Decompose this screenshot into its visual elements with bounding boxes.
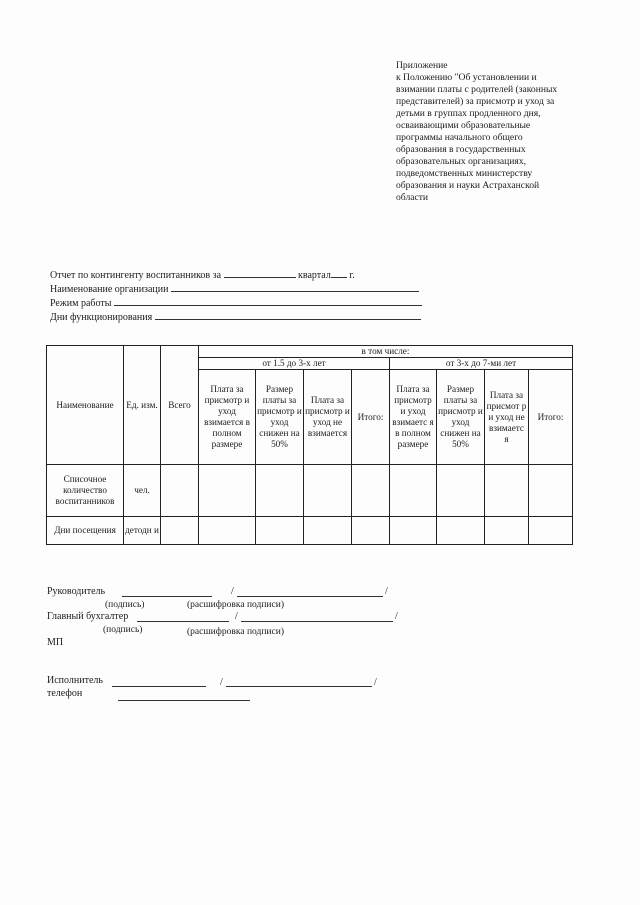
slash: / <box>385 586 388 597</box>
row-unit: чел. <box>124 465 161 517</box>
g2-total-header: Итого: <box>529 370 573 465</box>
accountant-decoding-line[interactable] <box>241 615 393 622</box>
slash: / <box>235 611 238 622</box>
col-header-name: Наименование <box>47 346 124 465</box>
days-blank <box>155 310 421 320</box>
mode-blank <box>114 296 422 306</box>
report-title: Отчет по контингенту воспитанников за <box>50 270 222 281</box>
accountant-label: Главный бухгалтер <box>47 611 129 622</box>
year-suffix: г. <box>349 270 355 281</box>
executor-decoding-line[interactable] <box>226 680 372 687</box>
col-header-total: Всего <box>161 346 199 465</box>
year-blank <box>331 268 347 278</box>
accountant-signature-line[interactable] <box>137 615 229 622</box>
g2-no-payment-header: Плата за присмот р и уход не взимаетс я <box>485 370 529 465</box>
g2-reduced-payment-header: Размер платы за присмотр и уход снижен на 50% <box>437 370 485 465</box>
appendix-line: образования и науки Астраханской <box>396 180 540 191</box>
empty-cell[interactable] <box>437 517 485 545</box>
empty-cell[interactable] <box>304 465 352 517</box>
appendix-note <box>396 60 596 204</box>
report-title-row <box>50 268 422 282</box>
g1-no-payment-header: Плата за присмотр и уход не взимается <box>304 370 352 465</box>
col-header-unit: Ед. изм. <box>124 346 161 465</box>
empty-cell[interactable] <box>529 465 573 517</box>
row-name: Списочное количество воспитанников <box>47 465 124 517</box>
appendix-line: осваивающими образовательные <box>396 120 531 131</box>
appendix-line: представителей) за присмотр и уход за <box>396 96 555 107</box>
g1-full-payment-header: Плата за присмотр и уход взимается в полном размере <box>199 370 256 465</box>
mode-label: Режим работы <box>50 298 112 309</box>
g1-total-header: Итого: <box>352 370 390 465</box>
empty-cell[interactable] <box>304 517 352 545</box>
executor-label: Исполнитель <box>47 675 103 686</box>
head-signature-line[interactable] <box>122 590 212 597</box>
row-name: Дни посещения <box>47 517 124 545</box>
empty-cell[interactable] <box>390 517 437 545</box>
head-decoding-line[interactable] <box>237 590 383 597</box>
slash: / <box>374 677 377 688</box>
empty-cell[interactable] <box>199 517 256 545</box>
days-row <box>50 310 422 324</box>
empty-cell[interactable] <box>437 465 485 517</box>
phone-line[interactable] <box>118 694 250 701</box>
org-blank <box>171 282 419 292</box>
appendix-line: образования в государственных <box>396 144 526 155</box>
g2-full-payment-header: Плата за присмотр и уход взимаетс я в полном размере <box>390 370 437 465</box>
empty-cell[interactable] <box>256 465 304 517</box>
slash: / <box>220 677 223 688</box>
empty-cell[interactable] <box>161 465 199 517</box>
slash: / <box>231 586 234 597</box>
org-label: Наименование организации <box>50 284 169 295</box>
table-row <box>47 465 573 517</box>
appendix-line: детьми в группах продленного дня, <box>396 108 541 119</box>
phone-label: телефон <box>47 688 83 699</box>
group-header-1-5-to-3: от 1.5 до 3-х лет <box>199 358 390 370</box>
empty-cell[interactable] <box>199 465 256 517</box>
row-unit: детодн и <box>124 517 161 545</box>
appendix-line: программы начального общего <box>396 132 523 143</box>
empty-cell[interactable] <box>529 517 573 545</box>
appendix-line: взимании платы с родителей (законных <box>396 84 558 95</box>
appendix-line: подведомственных министерству <box>396 168 533 179</box>
appendix-line: образовательных организациях, <box>396 156 527 167</box>
seal-label: МП <box>47 637 64 648</box>
including-header: в том числе: <box>199 346 573 358</box>
head-signature-caption: (подпись) <box>105 600 145 610</box>
table-row <box>47 517 573 545</box>
report-header-fields <box>50 268 422 324</box>
mode-row <box>50 296 422 310</box>
executor-signature-line[interactable] <box>112 680 206 687</box>
accountant-decoding-caption: (расшифровка подписи) <box>187 627 284 637</box>
appendix-line: к Положению "Об установлении и <box>396 72 537 83</box>
quarter-label: квартал <box>298 270 331 281</box>
slash: / <box>395 611 398 622</box>
empty-cell[interactable] <box>485 517 529 545</box>
empty-cell[interactable] <box>161 517 199 545</box>
quarter-blank <box>224 268 296 278</box>
appendix-line: Приложение <box>396 60 448 71</box>
empty-cell[interactable] <box>390 465 437 517</box>
empty-cell[interactable] <box>352 517 390 545</box>
org-row <box>50 282 422 296</box>
contingent-table <box>46 345 573 545</box>
appendix-line: области <box>396 192 429 203</box>
days-label: Дни функционирования <box>50 312 153 323</box>
head-decoding-caption: (расшифровка подписи) <box>187 600 284 610</box>
g1-reduced-payment-header: Размер платы за присмотр и уход снижен на 50% <box>256 370 304 465</box>
group-header-3-to-7: от 3-х до 7-ми лет <box>390 358 573 370</box>
accountant-signature-caption: (подпись) <box>103 625 143 635</box>
head-label: Руководитель <box>47 586 106 597</box>
empty-cell[interactable] <box>256 517 304 545</box>
empty-cell[interactable] <box>352 465 390 517</box>
empty-cell[interactable] <box>485 465 529 517</box>
